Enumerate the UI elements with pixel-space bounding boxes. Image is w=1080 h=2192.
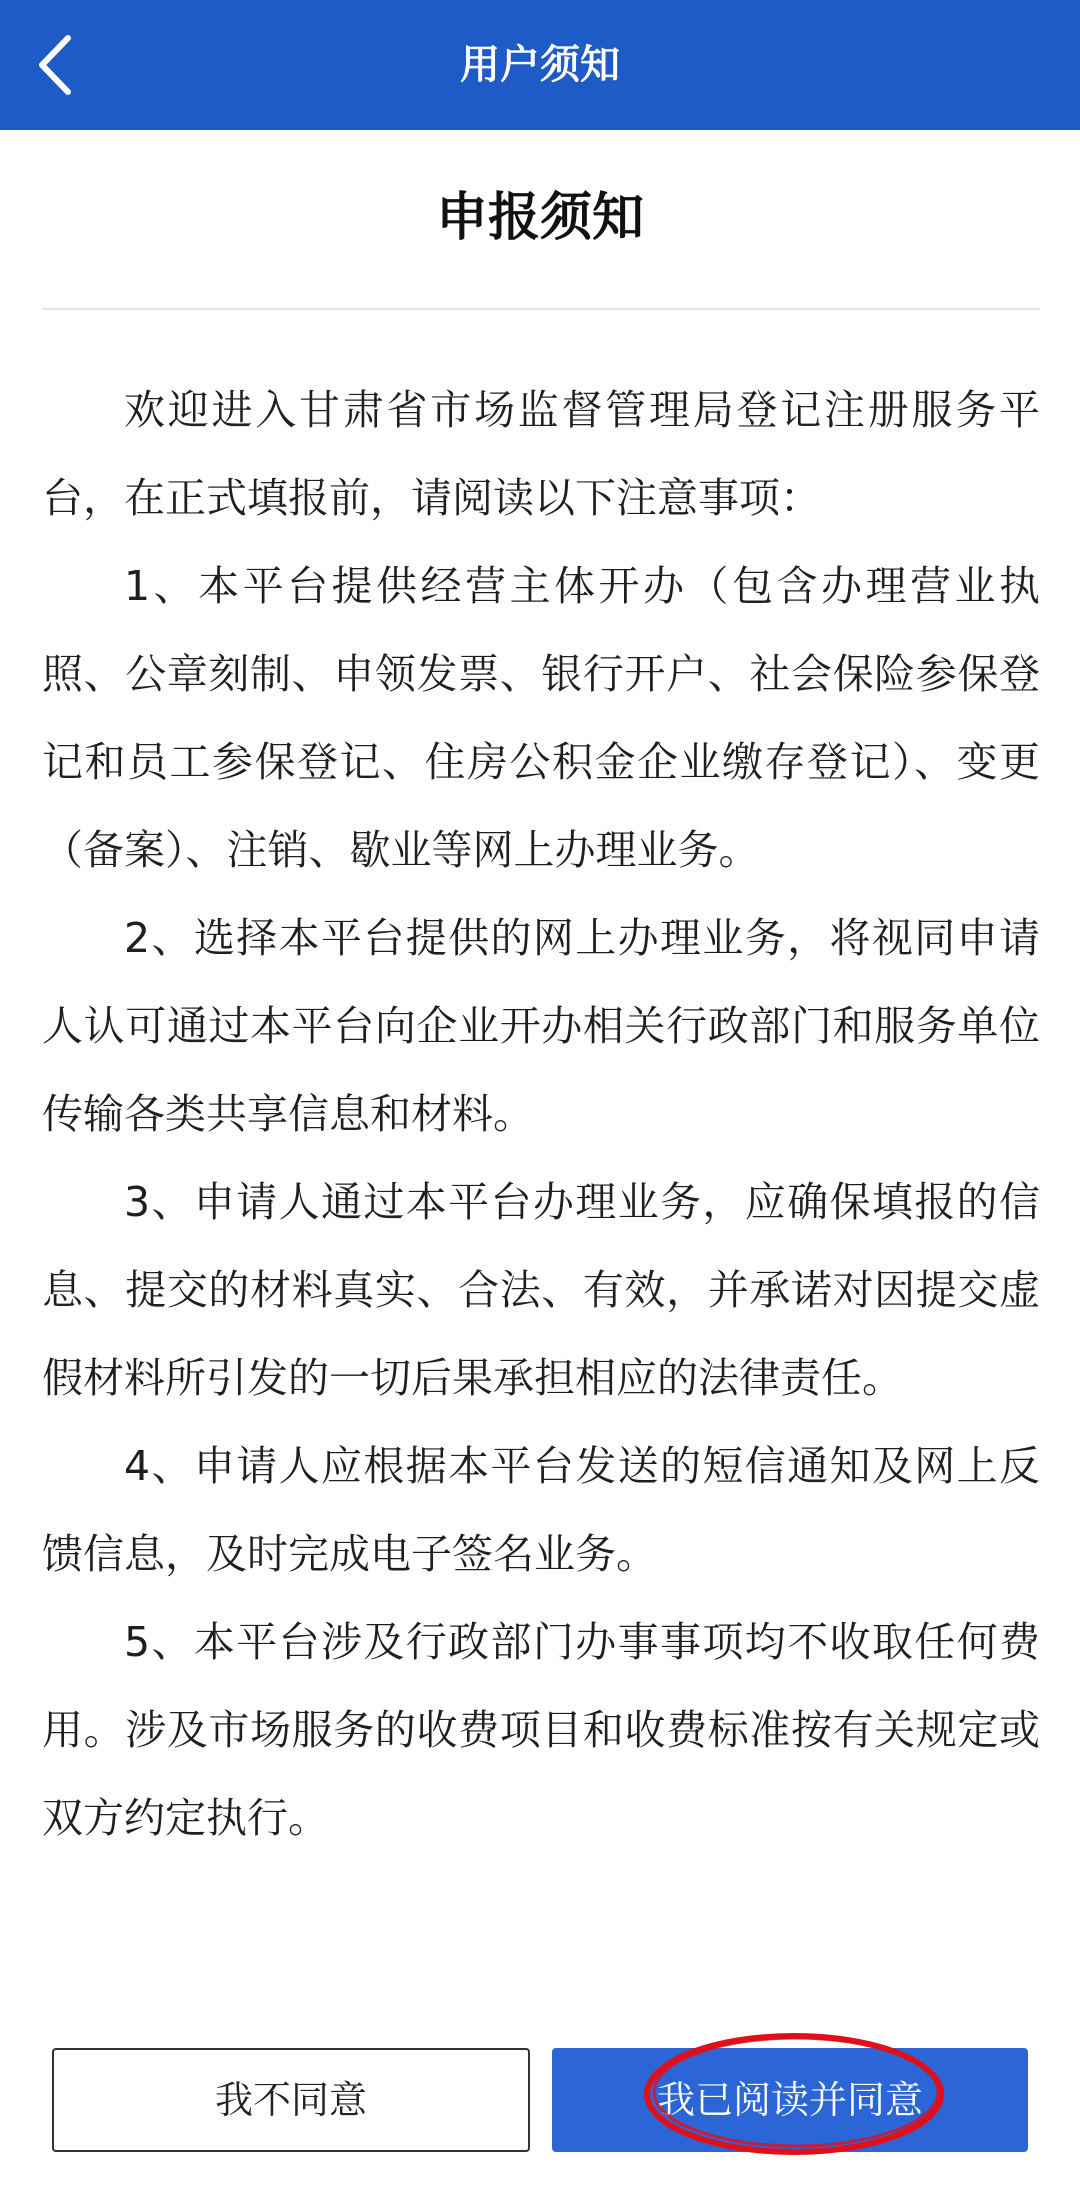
notice-paragraph: 1、本平台提供经营主体开办（包含办理营业执照、公章刻制、申领发票、银行开户、社会保险参保登记和员工参保登记、住房公积金企业缴存登记）、变更（备案）、注销、歇业等网上办理业务。 xyxy=(42,562,1040,874)
page-title: 用户须知 xyxy=(460,42,620,88)
divider xyxy=(42,308,1040,310)
notice-paragraph: 2、选择本平台提供的网上办理业务，将视同申请人认可通过本平台向企业开办相关行政部门和服务单位传输各类共享信息和材料。 xyxy=(42,914,1040,1138)
notice-title: 申报须知 xyxy=(435,188,644,248)
notice-content[interactable] xyxy=(42,366,1040,2002)
notice-paragraph: 4、申请人应根据本平台发送的短信通知及网上反馈信息，及时完成电子签名业务。 xyxy=(42,1442,1040,1578)
disagree-button[interactable]: 我不同意 xyxy=(52,2048,530,2152)
notice-paragraph: 欢迎进入甘肃省市场监督管理局登记注册服务平台，在正式填报前，请阅读以下注意事项： xyxy=(42,386,1040,522)
header-bar xyxy=(0,0,1080,130)
notice-paragraph: 5、本平台涉及行政部门办事事项均不收取任何费用。涉及市场服务的收费项目和收费标准按有关规定或双方约定执行。 xyxy=(42,1618,1040,1842)
notice-paragraph: 3、申请人通过本平台办理业务，应确保填报的信息、提交的材料真实、合法、有效，并承诺对因提交虚假材料所引发的一切后果承担相应的法律责任。 xyxy=(42,1178,1040,1402)
agree-button[interactable]: 我已阅读并同意 xyxy=(552,2048,1028,2152)
